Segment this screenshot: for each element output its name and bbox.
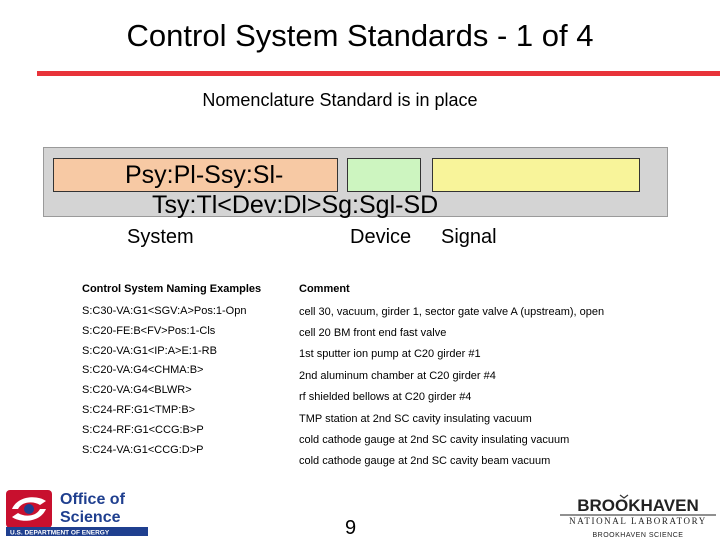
table-name-cell: S:C24-RF:G1<TMP:B> (82, 404, 196, 416)
table-comment-cell: cold cathode gauge at 2nd SC cavity beam vacuum (299, 455, 551, 467)
bnl-logo-line-2: NATIONAL LABORATORY (569, 516, 707, 526)
table-comment-cell: cold cathode gauge at 2nd SC cavity insulating vacuum (299, 434, 570, 446)
table-name-cell: S:C24-RF:G1<CCG:B>P (82, 424, 204, 436)
nomenclature-pattern (125, 160, 438, 220)
table-comment-cell: 1st sputter ion pump at C20 girder #1 (299, 348, 481, 360)
bnl-logo-line-1: BROOKHAVEN (577, 496, 699, 515)
table-comment-cell: rf shielded bellows at C20 girder #4 (299, 391, 472, 403)
pattern-line-1: Psy:Pl-Ssy:Sl- (125, 161, 284, 189)
device-label: Device (350, 226, 412, 248)
table-name-cell: S:C24-VA:G1<CCG:D>P (82, 444, 204, 456)
doe-logo-line-3: U.S. DEPARTMENT OF ENERGY (10, 529, 110, 537)
slide-title: Control System Standards - 1 of 4 (126, 18, 594, 53)
doe-emblem-icon (6, 490, 52, 528)
table-comment-cell: 2nd aluminum chamber at C20 girder #4 (299, 370, 496, 382)
doe-logo-line-2: Science (60, 509, 121, 526)
table-comment-cell: cell 30, vacuum, girder 1, sector gate valve A (upstream), open (299, 306, 605, 318)
doe-office-of-science-logo (4, 487, 150, 537)
table-name-cell: S:C20-VA:G4<BLWR> (82, 384, 192, 396)
doe-logo-line-1: Office of (60, 491, 125, 508)
table-name-cell: S:C20-FE:B<FV>Pos:1-Cls (82, 325, 216, 337)
names-column-header: Control System Naming Examples (82, 283, 262, 295)
signal-segment-box (432, 158, 640, 192)
pattern-line-2: Tsy:Tl<Dev:Dl>Sg:Sgl-SD (152, 191, 439, 219)
system-label: System (127, 226, 194, 248)
brookhaven-national-laboratory-logo (558, 493, 718, 540)
bnl-logo-line-3: BROOKHAVEN SCIENCE (592, 532, 684, 539)
table-comment-cell: cell 20 BM front end fast valve (299, 327, 447, 339)
signal-label: Signal (441, 226, 497, 248)
page-number: 9 (345, 517, 357, 539)
table-name-cell: S:C30-VA:G1<SGV:A>Pos:1-Opn (82, 305, 247, 317)
table-name-cell: S:C20-VA:G4<CHMA:B> (82, 364, 204, 376)
title-divider (37, 71, 720, 76)
comment-column-header: Comment (299, 283, 350, 295)
table-comment-cell: TMP station at 2nd SC cavity insulating vacuum (299, 413, 532, 425)
slide-subtitle: Nomenclature Standard is in place (202, 90, 478, 110)
table-name-cell: S:C20-VA:G1<IP:A>E:1-RB (82, 345, 217, 357)
